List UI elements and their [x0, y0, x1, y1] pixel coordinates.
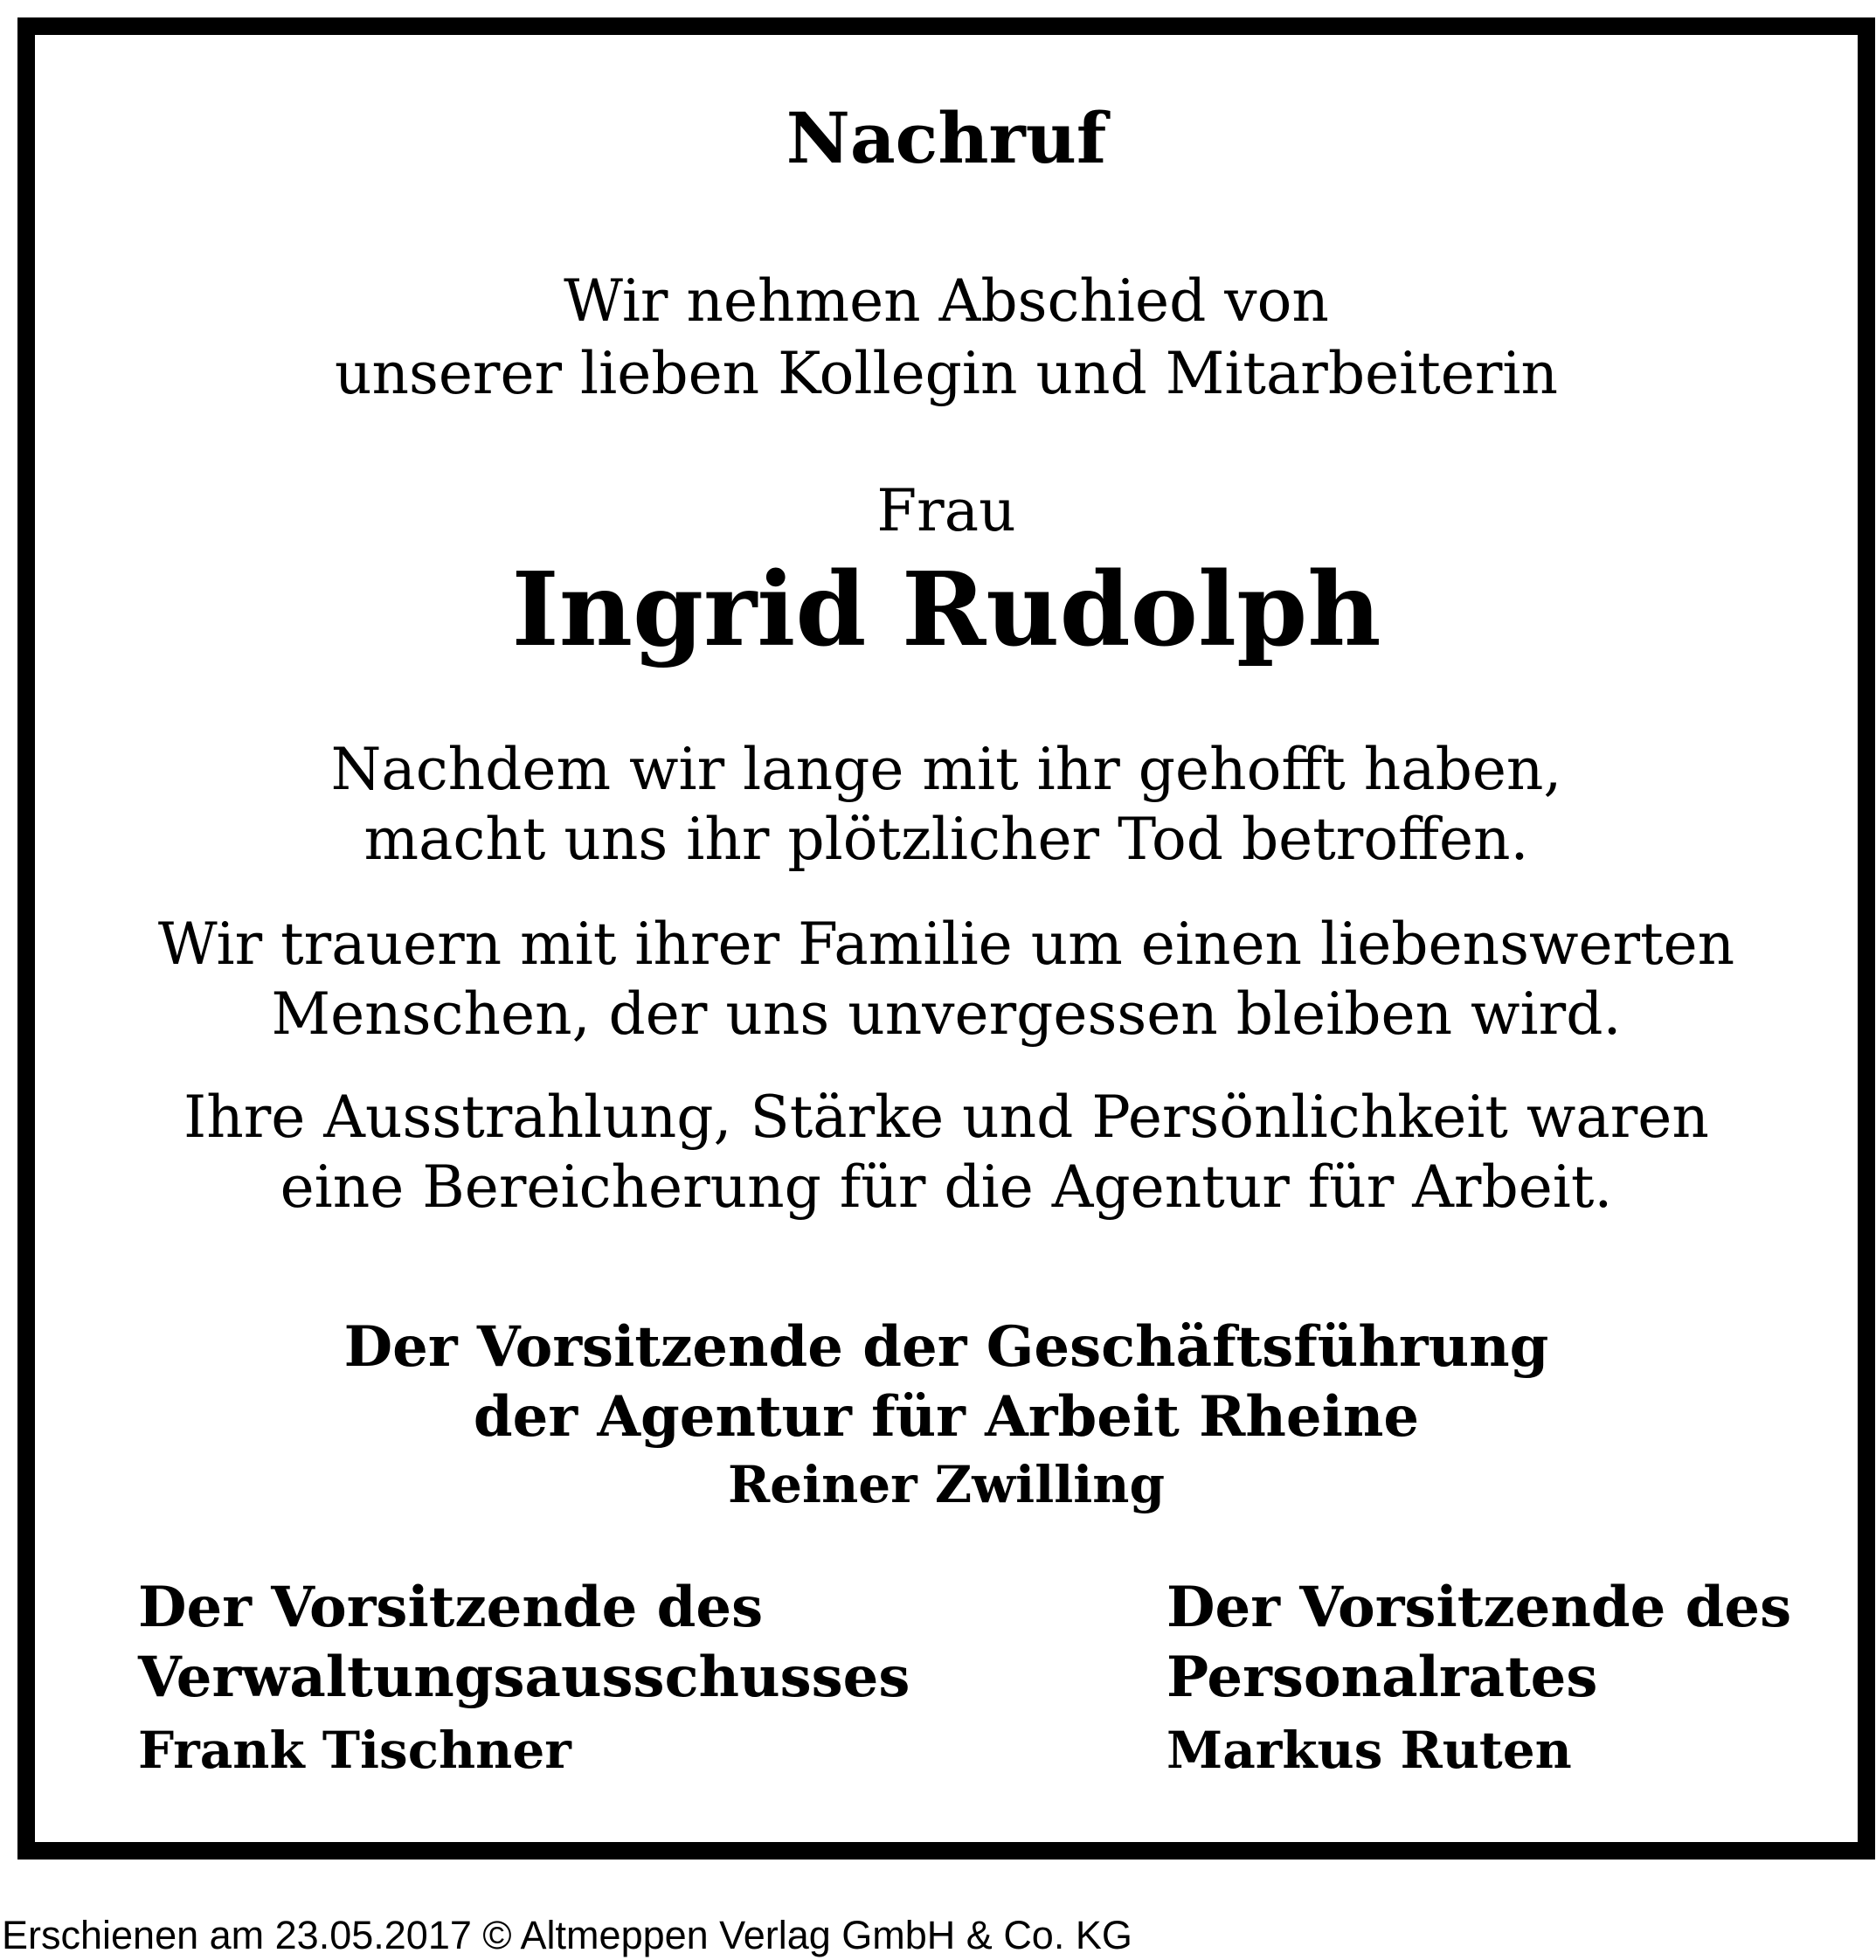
right-signatory-name: Markus Ruten: [1166, 1721, 1572, 1780]
salutation: Frau: [876, 477, 1016, 544]
main-signatory-name: Reiner Zwilling: [727, 1455, 1166, 1514]
right-signatory-role-1: Der Vorsitzende des: [1166, 1575, 1792, 1640]
left-signatory-name: Frank Tischner: [138, 1721, 571, 1780]
paragraph-2-line-1: Wir trauern mit ihrer Familie um einen liebenswerten: [157, 911, 1735, 978]
right-signatory-role-2: Personalrates: [1166, 1645, 1598, 1710]
paragraph-3-line-2: eine Bereicherung für die Agentur für Arbeit.: [280, 1153, 1613, 1221]
paragraph-1-line-2: macht uns ihr plötzlicher Tod betroffen.: [363, 806, 1529, 873]
publication-footer: Erschienen am 23.05.2017 © Altmeppen Verlag GmbH & Co. KG: [2, 1913, 1132, 1957]
main-signatory-role-1: Der Vorsitzende der Geschäftsführung: [343, 1314, 1549, 1380]
intro-line-1: Wir nehmen Abschied von: [564, 267, 1329, 335]
main-signatory-role-2: der Agentur für Arbeit Rheine: [473, 1384, 1420, 1450]
intro-line-2: unserer lieben Kollegin und Mitarbeiterin: [334, 340, 1559, 407]
left-signatory: [138, 1575, 910, 1780]
paragraph-1-line-1: Nachdem wir lange mit ihr gehofft haben,: [330, 736, 1562, 803]
left-signatory-role-1: Der Vorsitzende des: [138, 1575, 764, 1640]
obituary-frame: [17, 17, 1875, 1860]
notice-heading: Nachruf: [786, 97, 1107, 179]
paragraph-3-line-1: Ihre Ausstrahlung, Stärke und Persönlichkeit waren: [183, 1084, 1709, 1151]
deceased-name: Ingrid Rudolph: [511, 551, 1381, 669]
left-signatory-role-2: Verwaltungsausschusses: [138, 1645, 910, 1710]
right-signatory: [1166, 1575, 1792, 1780]
paragraph-2-line-2: Menschen, der uns unvergessen bleiben wird.: [271, 980, 1622, 1048]
